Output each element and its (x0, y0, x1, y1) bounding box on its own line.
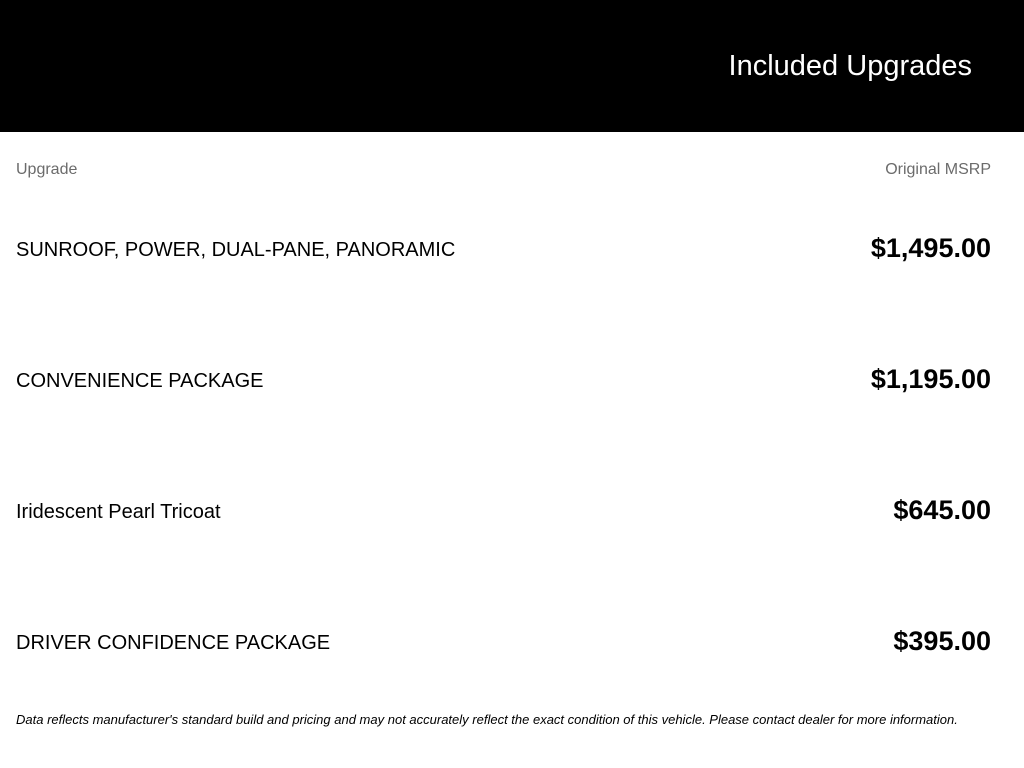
upgrade-name: DRIVER CONFIDENCE PACKAGE (16, 632, 331, 654)
list-item (16, 230, 991, 270)
list-item (16, 492, 991, 532)
column-header-msrp: Original MSRP (885, 161, 991, 178)
list-item (16, 623, 991, 663)
disclaimer-text: Data reflects manufacturer's standard build and pricing and may not accurately reflect the exact condition of this vehicle. Please contact dealer for more information. (16, 712, 958, 727)
upgrade-price: $1,495.00 (870, 233, 991, 263)
header-bar (0, 0, 1024, 132)
upgrade-price: $645.00 (893, 495, 991, 525)
page-title: Included Upgrades (728, 50, 972, 82)
upgrade-price: $395.00 (893, 626, 991, 656)
upgrade-price: $1,195.00 (870, 364, 991, 394)
column-header-upgrade: Upgrade (16, 161, 78, 178)
upgrade-name: Iridescent Pearl Tricoat (16, 501, 221, 523)
upgrade-name: CONVENIENCE PACKAGE (16, 370, 264, 392)
upgrade-name: SUNROOF, POWER, DUAL-PANE, PANORAMIC (16, 239, 456, 261)
list-item (16, 361, 991, 401)
